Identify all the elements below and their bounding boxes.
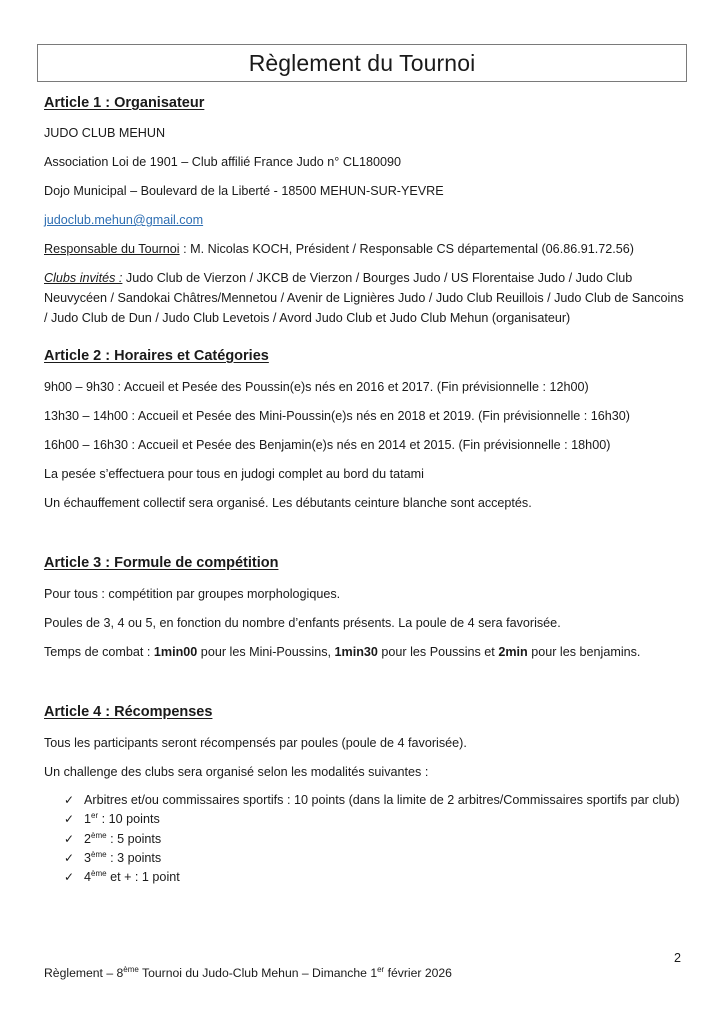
club-name: JUDO CLUB MEHUN [44,126,166,140]
clubs-label: Clubs invités : [44,271,123,285]
combat-suffix: pour les benjamins. [527,645,641,659]
points-list [64,791,684,887]
page-title: Règlement du Tournoi [248,49,476,76]
challenge-info: Un challenge des clubs sera organisé selon les modalités suivantes : [44,765,429,779]
article-1-heading: Article 1 : Organisateur [44,95,205,111]
article-2-heading: Article 2 : Horaires et Catégories [44,348,269,364]
combat-time-poussins: 1min30 [334,645,378,659]
schedule-line: 9h00 – 9h30 : Accueil et Pesée des Poussin(e)s nés en 2016 et 2017. (Fin prévisionnelle : 12h00) [44,380,589,394]
pools-info: Poules de 3, 4 ou 5, en fonction du nombre d’enfants présents. La poule de 4 sera favorisée. [44,616,561,630]
address: Dojo Municipal – Boulevard de la Liberté - 18500 MEHUN-SUR-YEVRE [44,184,444,198]
list-item: ✓ Arbitres et/ou commissaires sportifs : 10 points (dans la limite de 2 arbitres/Commissaires sportifs par club) [64,791,684,810]
article-3-heading: Article 3 : Formule de compétition [44,555,279,571]
association-info: Association Loi de 1901 – Club affilié France Judo n° CL180090 [44,155,401,169]
responsable-value: : M. Nicolas KOCH, Président / Responsable CS départemental (06.86.91.72.56) [179,242,634,256]
list-item: ✓ 4ème et + : 1 point [64,868,684,887]
clubs-value: Judo Club de Vierzon / JKCB de Vierzon / Bourges Judo / US Florentaise Judo / Judo Club Neuvycéen / Sandokai Châtres/Mennetou / Avenir de Lignières Judo / Judo Club Reuillois / Judo Club de Sancoins / Judo Club de Dun / Judo Club Levetois / Avord Judo Club et Judo Club Mehun (organisateur) [44,271,684,325]
article-4-heading: Article 4 : Récompenses [44,704,213,720]
combat-time-mini-poussins: 1min00 [153,645,198,659]
title-box [37,44,687,82]
checkmark-icon: ✓ [64,870,75,885]
list-item: ✓ 3ème : 3 points [64,849,684,868]
schedule-line: 16h00 – 16h30 : Accueil et Pesée des Benjamin(e)s nés en 2014 et 2015. (Fin prévisionnelle : 18h00) [44,438,611,452]
weighing-note: La pesée s’effectuera pour tous en judogi complet au bord du tatami [44,467,424,481]
checkmark-icon: ✓ [64,831,75,846]
list-item: ✓ 1er : 10 points [64,810,684,829]
rewards-info: Tous les participants seront récompensés par poules (poule de 4 favorisée). [44,736,467,750]
list-item: ✓ 2ème : 5 points [64,830,684,849]
clubs-invites [44,268,684,328]
combat-sep: pour les Poussins et [377,645,499,659]
checkmark-icon: ✓ [64,812,75,827]
responsable-line [44,242,634,256]
page-number: 2 [674,951,682,965]
competition-format: Pour tous : compétition par groupes morphologiques. [44,587,341,601]
combat-sep: pour les Mini-Poussins, [197,645,335,659]
page-footer: Règlement – 8ème Tournoi du Judo-Club Mehun – Dimanche 1er février 2026 [44,964,452,980]
responsable-label: Responsable du Tournoi [44,242,180,256]
warmup-note: Un échauffement collectif sera organisé. Les débutants ceinture blanche sont acceptés. [44,496,532,510]
schedule-line: 13h30 – 14h00 : Accueil et Pesée des Mini-Poussin(e)s nés en 2018 et 2019. (Fin prévisionnelle : 16h30) [44,409,630,423]
combat-prefix: Temps de combat : [44,645,154,659]
checkmark-icon: ✓ [64,850,75,865]
checkmark-icon: ✓ [64,793,75,807]
combat-time-benjamins: 2min [498,645,528,659]
combat-time [44,645,640,659]
email-link[interactable]: judoclub.mehun@gmail.com [44,213,204,227]
